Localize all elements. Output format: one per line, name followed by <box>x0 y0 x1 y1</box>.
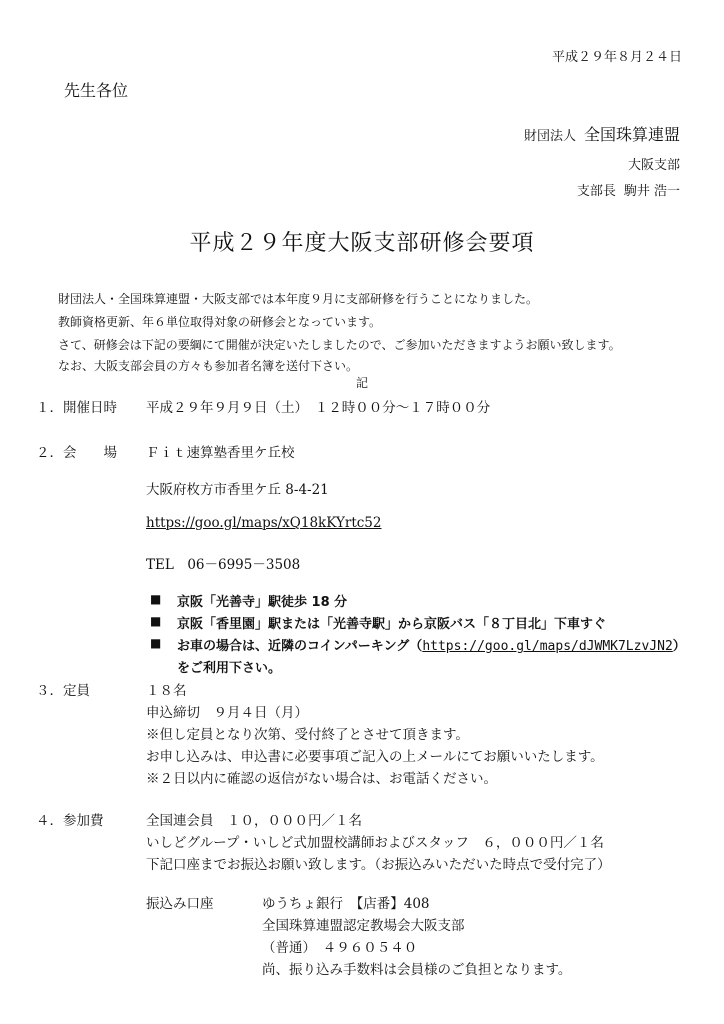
parking-map-link[interactable]: https://goo.gl/maps/dJWMK7LzvJN2 <box>422 639 673 654</box>
square-bullet-icon: ■ <box>150 614 162 628</box>
access-car <box>177 635 686 654</box>
org-name: 全国珠算連盟 <box>583 125 680 144</box>
section-3-label: ３．定員 <box>36 683 90 699</box>
bank-line: 全国珠算連盟認定教場会大阪支部 <box>262 918 465 934</box>
intro-line: さて、研修会は下記の要綱にて開催が決定いたしましたので、ご参加いただきますようお願い致します。 <box>58 338 621 352</box>
note-line: お申し込みは、申込書に必要事項ご記入の上メールにてお願いいたします。 <box>146 749 604 765</box>
intro-line: 財団法人・全国珠算連盟・大阪支部では本年度９月に支部研修を行うことになりました。 <box>58 292 539 306</box>
access-item: 京阪「香里園」駅または「光善寺駅」から京阪バス「８丁目北」下車すぐ <box>177 617 607 632</box>
chief-name: 駒井 浩一 <box>623 184 680 199</box>
venue-address: 大阪府枚方市香里ケ丘 8-4-21 <box>146 482 329 498</box>
event-datetime: 平成２９年９月９日（土） １２時００分～１７時００分 <box>146 400 491 416</box>
bank-line: （普通） ４９６０５４０ <box>262 940 418 956</box>
square-bullet-icon: ■ <box>150 592 162 606</box>
intro-line: 教師資格更新、年６単位取得対象の研修会となっています。 <box>58 315 382 329</box>
org-prefix: 財団法人 <box>523 129 576 144</box>
intro-line: なお、大阪支部会員の方々も参加者名簿を送付下さい。 <box>58 359 359 373</box>
fee-member: 全国連会員 １０，０００円／１名 <box>146 813 362 829</box>
chief-title: 支部長 <box>576 184 616 199</box>
section-2-label: ２．会 場 <box>36 445 117 461</box>
section-1-label: １．開催日時 <box>36 400 117 416</box>
car-text: お車の場合は、近隣のコインパーキング（ <box>177 639 423 654</box>
access-car-line2: をご利用下さい。 <box>177 661 282 676</box>
document-date: 平成２９年８月２４日 <box>551 50 682 65</box>
car-text-end: ） <box>672 639 686 654</box>
venue-map-link[interactable]: https://goo.gl/maps/xQ18kKYrtc52 <box>146 515 382 531</box>
sender-branch: 大阪支部 <box>627 158 680 173</box>
deadline: 申込締切 ９月４日（月） <box>146 705 308 721</box>
fee-staff: いしどグループ・いしど式加盟校講師およびスタッフ ６，０００円／１名 <box>146 835 604 851</box>
square-bullet-icon: ■ <box>150 636 162 650</box>
capacity: １８名 <box>146 683 187 699</box>
section-4-label: ４．参加費 <box>36 813 104 829</box>
fee-payment-note: 下記口座までお振込お願い致します。（お振込みいただいた時点で受付完了） <box>146 857 611 873</box>
bank-line: 尚、振り込み手数料は会員様のご負担となります。 <box>262 962 572 978</box>
bank-line: ゆうちょ銀行 【店番】408 <box>262 896 430 912</box>
recipient: 先生各位 <box>64 81 129 100</box>
ki-marker: 記 <box>355 376 368 390</box>
note-line: ※但し定員となり次第、受付終了とさせて頂きます。 <box>146 727 469 743</box>
access-item: 京阪「光善寺」駅徒歩 18 分 <box>177 595 348 610</box>
venue-tel: TEL 06－6995－3508 <box>146 557 301 573</box>
sender-organization <box>524 122 680 145</box>
document-title: 平成２９年度大阪支部研修会要項 <box>189 231 535 256</box>
sender-chief <box>577 180 680 199</box>
note-line: ※２日以内に確認の返信がない場合は、お電話ください。 <box>146 771 497 787</box>
bank-label: 振込み口座 <box>146 896 214 912</box>
venue-name: Ｆｉｔ速算塾香里ケ丘校 <box>146 445 295 461</box>
